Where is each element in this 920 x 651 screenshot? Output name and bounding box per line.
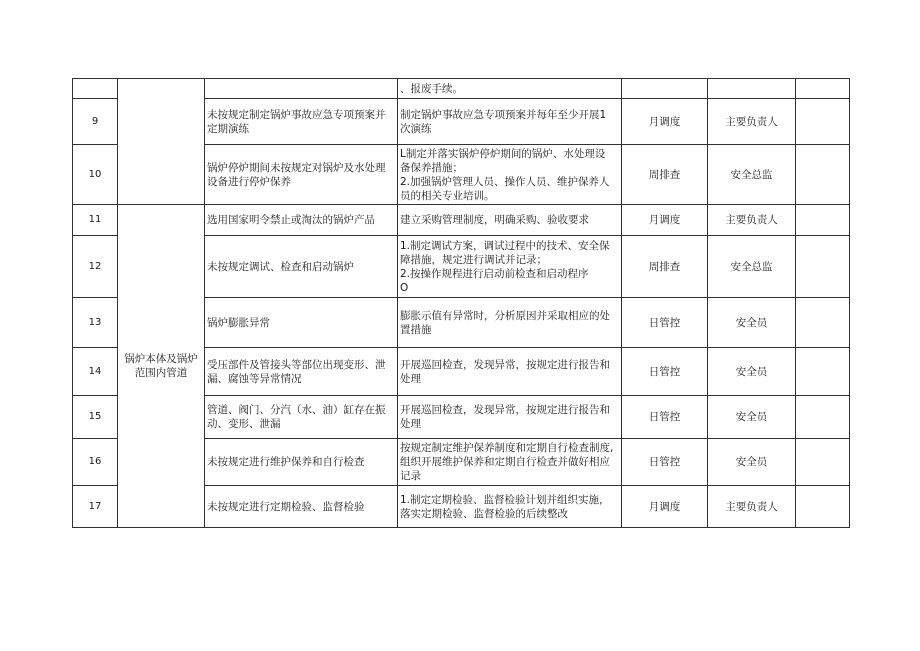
measure-line: 2.加强锅炉管理人员、操作人员、维护保养人 <box>400 175 610 188</box>
table-row <box>73 205 850 236</box>
measure-line: 记录 <box>400 470 421 482</box>
row-number: 13 <box>73 298 118 348</box>
table-row <box>73 79 850 99</box>
measure-line: 员的相关专业培训。 <box>400 189 495 202</box>
hazard-description: 管道、阀门、分汽（水、油）缸存在振动、变形、泄漏 <box>205 396 398 439</box>
responsible-person: 安全员 <box>708 396 796 439</box>
measure-line: 开展巡回检查，发现异常，按规定进行报告和 <box>400 358 610 371</box>
hazard-description: 选用国家明令禁止或淘汰的锅炉产品 <box>205 205 398 236</box>
control-measures <box>398 145 622 205</box>
control-measures <box>398 396 622 439</box>
hazard-description: 锅炉膨胀异常 <box>205 298 398 348</box>
measure-line: L制定并落实锅炉停炉期间的锅炉、水处理设 <box>400 147 606 160</box>
measure-line: 置措施 <box>400 323 432 336</box>
measure-line: 处理 <box>400 418 421 430</box>
remarks-cell <box>796 348 850 396</box>
measure-line: 1.制定调试方案，调试过程中的技术、安全保 <box>400 239 610 252</box>
responsible-person: 安全总监 <box>708 145 796 205</box>
measure-line: 备保养措施； <box>400 161 463 174</box>
remarks-cell <box>796 396 850 439</box>
row-number: 9 <box>73 99 118 145</box>
control-measures <box>398 205 622 236</box>
row-number: 16 <box>73 439 118 486</box>
remarks-cell <box>796 79 850 99</box>
hazard-description: 未按规定进行维护保养和自行检查 <box>205 439 398 486</box>
measure-line: 制定锅炉事故应急专项预案并每年至少开展1 <box>400 108 607 121</box>
remarks-cell <box>796 236 850 298</box>
control-frequency <box>622 79 708 99</box>
risk-control-table <box>72 78 850 528</box>
measure-line: 膨胀示值有异常时，分析原因并采取相应的处 <box>400 309 610 322</box>
responsible-person: 主要负责人 <box>708 99 796 145</box>
control-frequency: 周排查 <box>622 145 708 205</box>
hazard-description: 锅炉停炉期间未按规定对锅炉及水处理设备进行停炉保养 <box>205 145 398 205</box>
responsible-person <box>708 79 796 99</box>
control-frequency: 月调度 <box>622 99 708 145</box>
measure-line: 组织开展维护保养和定期自行检查并做好相应 <box>400 456 610 468</box>
hazard-description: 未按规定制定锅炉事故应急专项预案并定期演练 <box>205 99 398 145</box>
measure-line: 、报废手续。 <box>400 82 463 95</box>
remarks-cell <box>796 486 850 528</box>
measure-line: 2.按操作规程进行启动前检查和启动程序 <box>400 267 589 280</box>
hazard-description: 受压部件及管接头等部位出现变形、泄漏、腐蚀等异常情况 <box>205 348 398 396</box>
hazard-description <box>205 79 398 99</box>
hazard-description: 未按规定调试、检查和启动锅炉 <box>205 236 398 298</box>
remarks-cell <box>796 205 850 236</box>
row-number: 11 <box>73 205 118 236</box>
control-frequency: 月调度 <box>622 205 708 236</box>
control-measures <box>398 236 622 298</box>
remarks-cell <box>796 145 850 205</box>
responsible-person: 主要负责人 <box>708 486 796 528</box>
control-frequency: 日管控 <box>622 348 708 396</box>
control-frequency: 日管控 <box>622 298 708 348</box>
row-number: 15 <box>73 396 118 439</box>
measure-line: O <box>400 281 409 294</box>
remarks-cell <box>796 439 850 486</box>
row-number: 14 <box>73 348 118 396</box>
control-frequency: 日管控 <box>622 439 708 486</box>
control-frequency: 周排查 <box>622 236 708 298</box>
measure-line: 开展巡回检查，发现异常，按规定进行报告和 <box>400 404 610 416</box>
remarks-cell <box>796 99 850 145</box>
control-measures <box>398 348 622 396</box>
control-measures <box>398 486 622 528</box>
responsible-person: 安全员 <box>708 298 796 348</box>
responsible-person: 主要负责人 <box>708 205 796 236</box>
control-measures <box>398 79 622 99</box>
measure-line: 1.制定定期检验、监督检验计划并组织实施， <box>400 493 610 506</box>
row-number <box>73 79 118 99</box>
hazard-description: 未按规定进行定期检验、监督检验 <box>205 486 398 528</box>
measure-line: 建立采购管理制度，明确采购、验收要求 <box>400 214 589 226</box>
row-number: 10 <box>73 145 118 205</box>
area-label: 锅炉本体及锅炉范围内管道 <box>118 205 205 528</box>
measure-line: 落实定期检验、监督检验的后续整改 <box>400 507 568 520</box>
responsible-person: 安全员 <box>708 439 796 486</box>
control-frequency: 月调度 <box>622 486 708 528</box>
responsible-person: 安全总监 <box>708 236 796 298</box>
measure-line: 按规定制定维护保养制度和定期自行检查制度, <box>400 442 614 454</box>
row-number: 17 <box>73 486 118 528</box>
responsible-person: 安全员 <box>708 348 796 396</box>
control-measures <box>398 298 622 348</box>
remarks-cell <box>796 298 850 348</box>
measure-line: 次演练 <box>400 122 432 135</box>
area-cell-previous <box>118 79 205 205</box>
measure-line: 处理 <box>400 372 421 385</box>
control-measures <box>398 99 622 145</box>
control-frequency: 日管控 <box>622 396 708 439</box>
control-measures <box>398 439 622 486</box>
row-number: 12 <box>73 236 118 298</box>
measure-line: 障措施，规定进行调试并记录； <box>400 253 547 266</box>
